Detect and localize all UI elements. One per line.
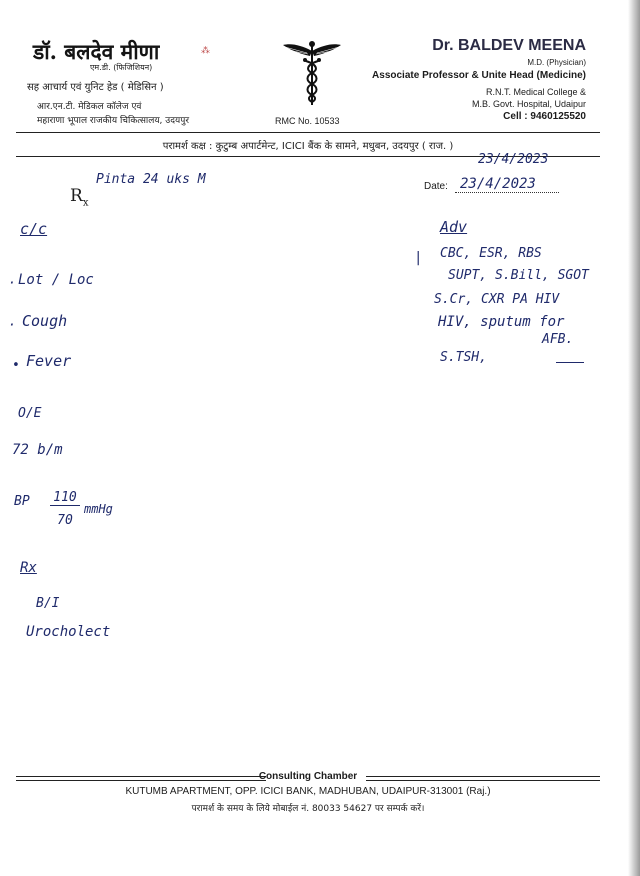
advice-line-5: AFB. [542,332,574,347]
footer-address: KUTUMB APARTMENT, OPP. ICICI BANK, MADHUBAN, UDAIPUR-313001 (Raj.) [125,786,491,797]
handwritten-date: 23/4/2023 [460,176,536,192]
english-degree: M.D. (Physician) [527,58,586,67]
advice-mark: | [414,250,423,266]
complaint-bullet: · [8,318,16,333]
complaint-bullet: · [8,276,16,291]
english-hospital: M.B. Govt. Hospital, Udaipur [471,99,586,109]
scan-shadow-edge [628,0,640,876]
date-dotted-line [455,192,559,193]
treatment-line-2: Urocholect [26,624,111,640]
handwritten-date-top: 23/4/2023 [478,152,549,167]
hindi-degree: एम.डी. (फिजिशियन) [90,63,153,72]
date-label: Date: [424,181,448,192]
exam-pulse: 72 b/m [12,442,63,458]
cell-number: Cell : 9460125520 [503,111,586,122]
complaint-2: Cough [22,312,68,330]
bp-diastolic: 70 [57,513,73,528]
rx-letter: R [70,186,83,206]
header-divider-top [16,132,600,133]
rx-subscript: x [82,197,89,209]
advice-line-2: SUPT, S.Bill, SGOT [448,268,589,283]
english-doctor-name: Dr. BALDEV MEENA [432,37,586,54]
bp-label: BP [14,494,30,509]
bp-systolic: 110 [50,490,80,506]
chief-complaint-heading: c/c [20,220,48,238]
caduceus-icon [281,39,343,107]
complaint-1: Lot / Loc [18,272,94,288]
english-title: Associate Professor & Unite Head (Medicine) [372,70,586,81]
complaint-3: Fever [26,352,72,370]
patient-note: Pinta 24 uks M [96,172,206,187]
ink-mark: ⁂ [201,46,210,56]
advice-line-3: S.Cr, CXR PA HIV [434,292,560,307]
exam-oe: O/E [18,406,42,421]
hindi-hospital: महाराणा भूपाल राजकीय चिकित्सालय, उदयपुर [37,116,189,126]
footer-title: Consulting Chamber [258,771,358,782]
rx-symbol [70,186,88,208]
hindi-title: सह आचार्य एवं युनिट हेड ( मेडिसिन ) [27,82,164,93]
advice-heading: Adv [440,218,468,236]
hindi-college: आर.एन.टी. मेडिकल कॉलेज एवं [37,102,142,112]
treatment-line-1: B/I [36,596,60,611]
footer-contact: परामर्श के समय के लिये मोबाईल नं. 80033 54627 पर सम्पर्क करें। [191,804,425,814]
footer-line-right [366,776,600,781]
advice-line-1: CBC, ESR, RBS [440,246,542,261]
consult-address: परामर्श कक्ष : कुटुम्ब अपार्टमेन्ट, ICICI बैंक के सामने, मधुबन, उदयपुर ( राज. ) [162,141,454,152]
bp-unit: mmHg [84,502,113,516]
hindi-doctor-name: डॉ. बलदेव मीणा [33,39,160,64]
treatment-heading: Rx [20,560,37,576]
advice-line-6: S.TSH, [440,350,487,365]
rmc-number: RMC No. 10533 [275,116,340,126]
complaint-bullet: • [12,358,20,373]
english-college: R.N.T. Medical College & [485,87,586,97]
advice-underline [556,362,584,363]
advice-line-4: HIV, sputum for [438,314,565,330]
